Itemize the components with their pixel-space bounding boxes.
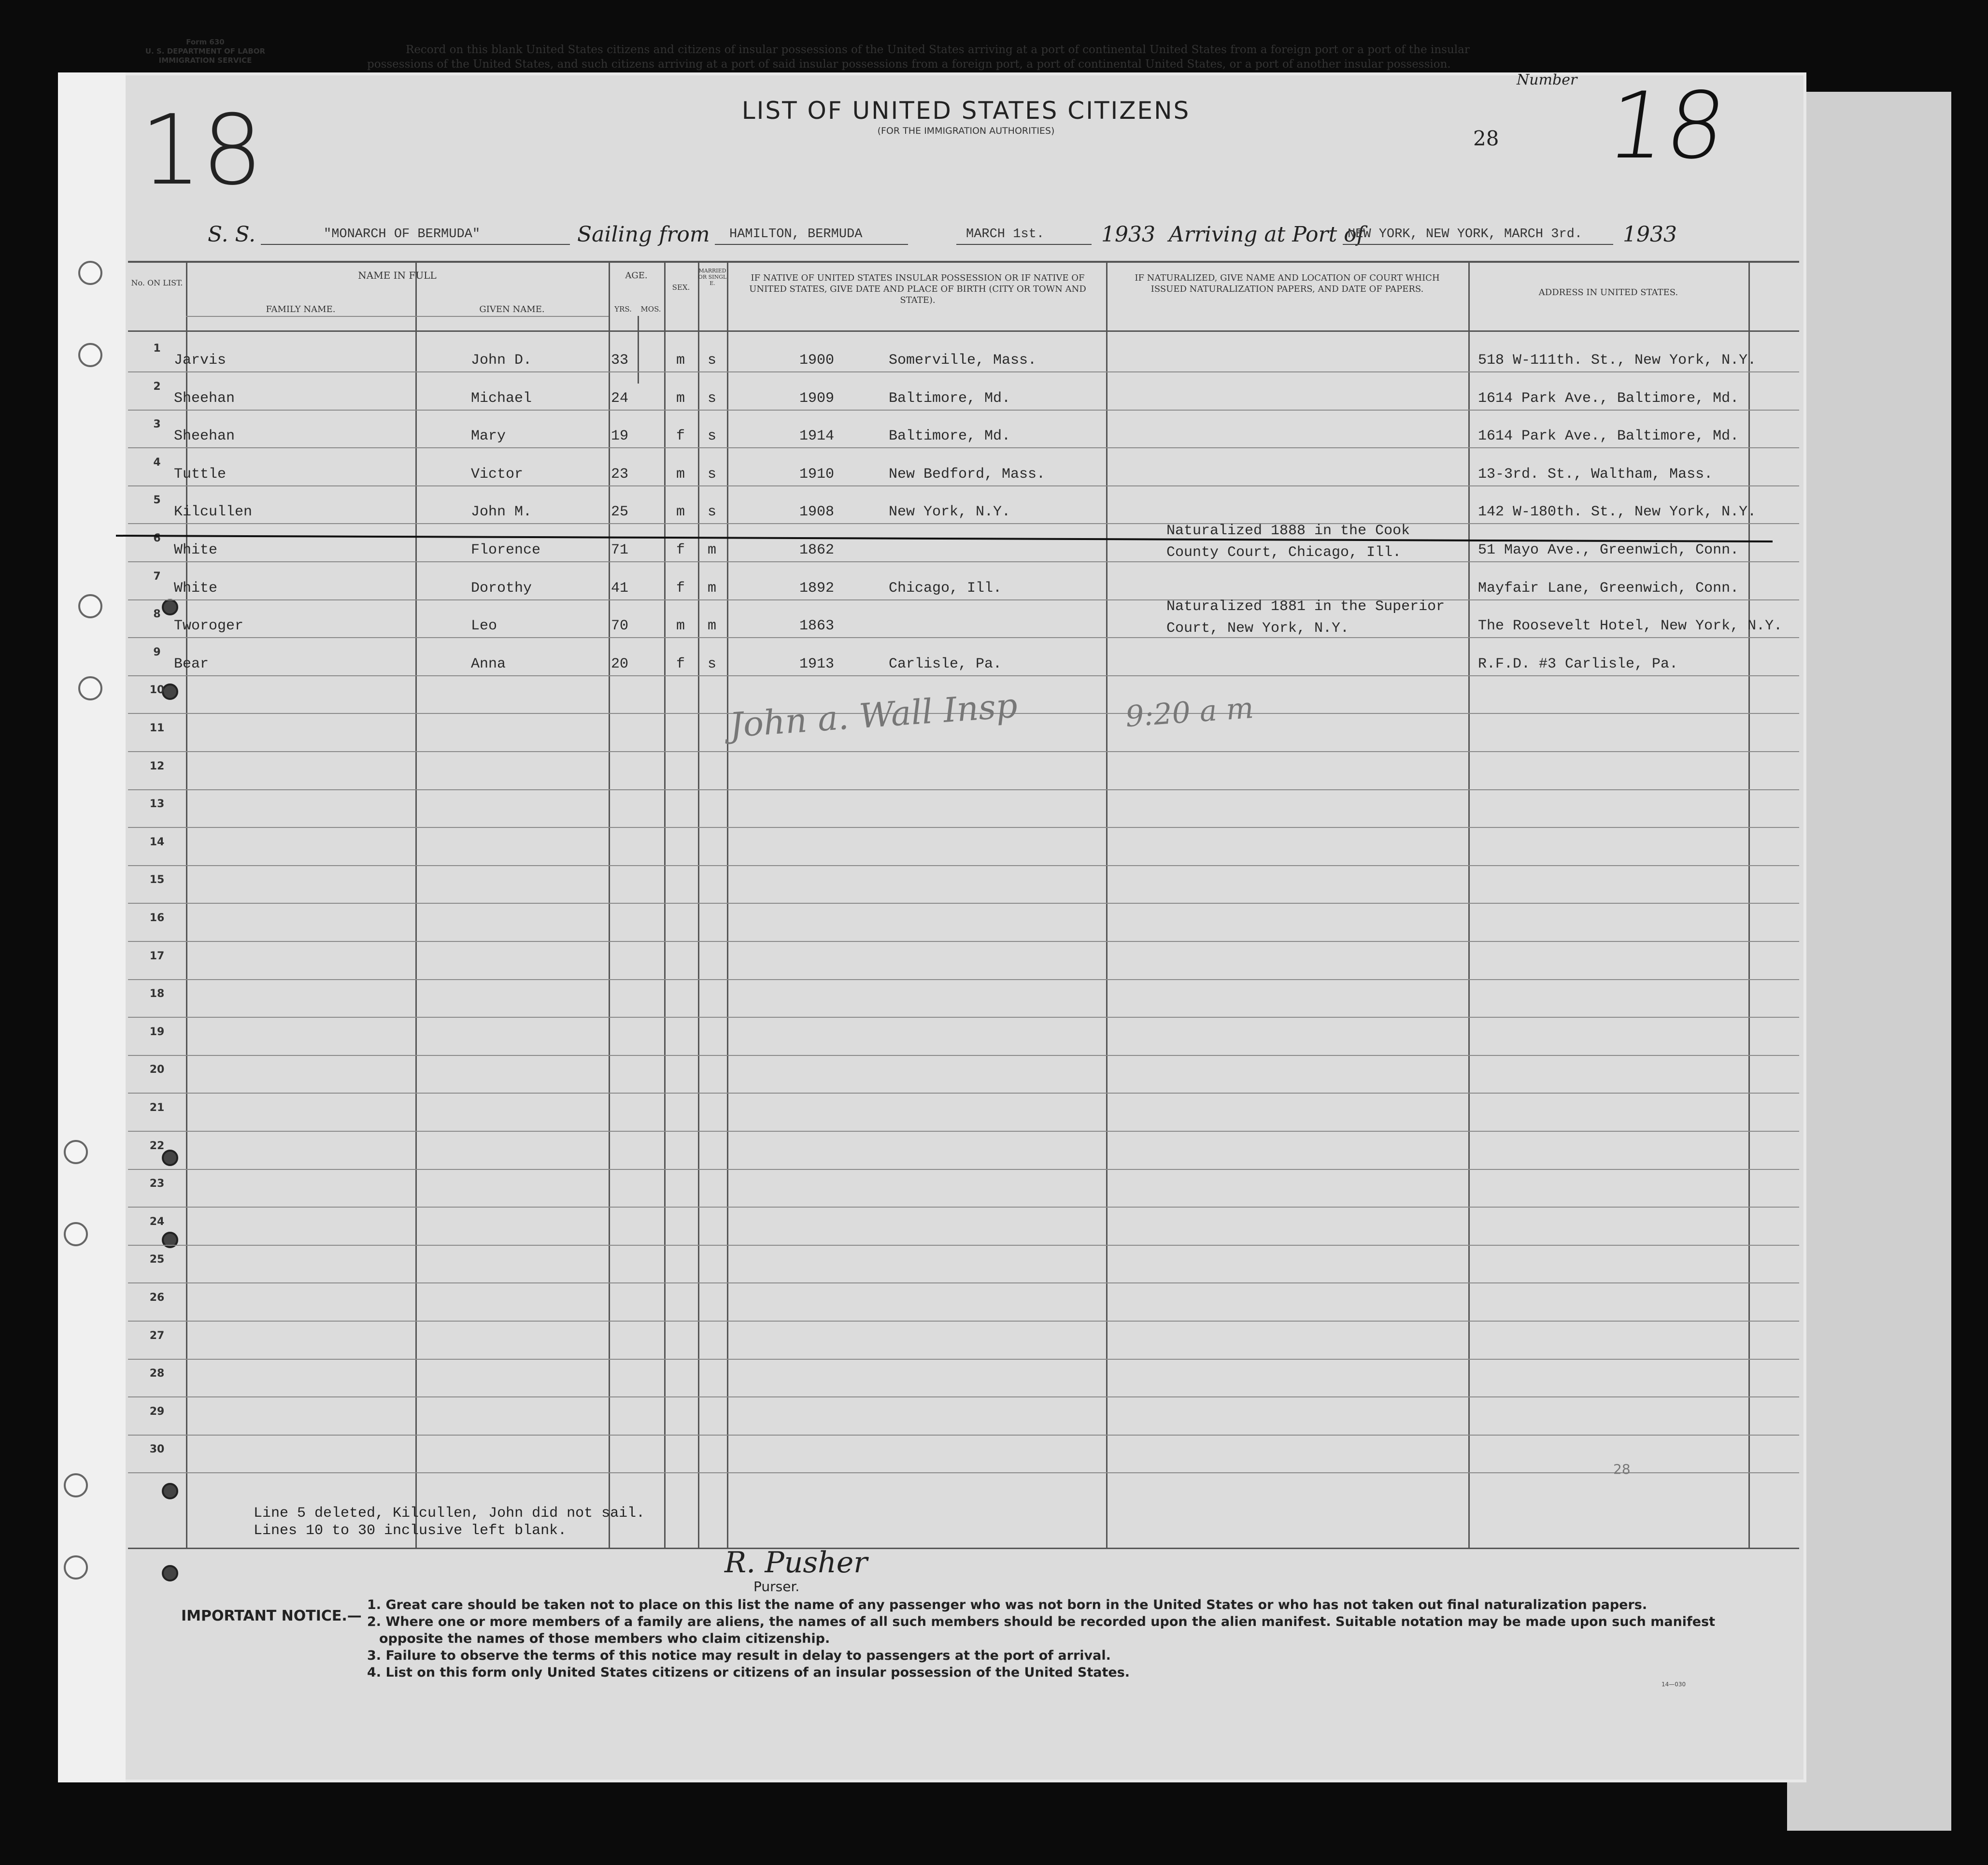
- family-name-cell: White: [174, 580, 218, 597]
- sex-cell: m: [676, 618, 685, 635]
- form-instruction: Record on this blank United States citizens and citizens of insular possessions of the United States arriving at a port of continental United States from a foreign port or a port of the insular possessions of the United States, and such citizens arriving at a port of said insular possessions from a foreign port, a port of continental United States, or a port of another insular possession.: [367, 43, 1470, 71]
- sex-cell: f: [676, 580, 685, 597]
- sailing-from-label: Sailing from: [577, 222, 710, 247]
- table-row: [128, 941, 1799, 942]
- row-number: 7: [153, 570, 161, 583]
- row-number: 27: [149, 1329, 165, 1342]
- given-name-cell: Leo: [471, 618, 497, 635]
- marital-status-cell: s: [708, 428, 717, 445]
- col-family-name: FAMILY NAME.: [266, 304, 336, 314]
- row-number: 15: [149, 874, 165, 886]
- backing-sheet: [1787, 92, 1951, 1831]
- list-number: 18: [1601, 72, 1733, 179]
- table-row: [128, 1017, 1799, 1018]
- age-cell: 71: [611, 542, 629, 558]
- arriving-label: Arriving at Port of: [1169, 222, 1365, 247]
- row-number: 29: [149, 1405, 165, 1418]
- col-name-in-full: NAME IN FULL: [358, 270, 437, 281]
- naturalization-cell: Court, New York, N.Y.: [1166, 620, 1349, 637]
- given-name-cell: Anna: [471, 655, 506, 672]
- table-row: [128, 1131, 1799, 1132]
- number-label: Number: [1517, 71, 1577, 88]
- punch-hole-icon: [78, 261, 102, 285]
- sailing-date: MARCH 1st.: [966, 227, 1045, 242]
- birth-year-cell: 1909: [799, 390, 835, 407]
- birth-year-cell: 1908: [799, 504, 835, 521]
- punch-hole-icon: [78, 594, 102, 618]
- address-cell: 1614 Park Ave., Baltimore, Md.: [1478, 390, 1739, 407]
- notice-item: 2. Where one or more members of a family are aliens, the names of all such members should be recorded upon the alien manifest. Suitable notation may be made upon such manifest opposite the names of those members who claim citizenship.: [367, 1614, 1716, 1646]
- table-row: [128, 1396, 1799, 1397]
- punch-hole-icon: [64, 1140, 88, 1164]
- sex-cell: f: [676, 655, 685, 672]
- row-number: 12: [149, 760, 165, 772]
- notice-heading: IMPORTANT NOTICE.—: [181, 1608, 362, 1624]
- age-cell: 23: [611, 466, 629, 483]
- col-birth: IF NATIVE OF UNITED STATES INSULAR POSSESSION OR IF NATIVE OF UNITED STATES, GIVE DATE AND PLACE OF BIRTH (CITY OR TOWN AND STATE).: [749, 273, 1086, 305]
- form-identification: [121, 38, 290, 65]
- row-number: 2: [153, 380, 161, 393]
- corner-mark: 28: [1613, 1461, 1631, 1477]
- footnote-line: Lines 10 to 30 inclusive left blank.: [254, 1523, 567, 1539]
- birth-year-cell: 1900: [799, 352, 835, 369]
- table-row: [128, 827, 1799, 828]
- purser-label: Purser.: [753, 1579, 800, 1595]
- row-number: 6: [153, 532, 161, 544]
- address-cell: 51 Mayo Ave., Greenwich, Conn.: [1478, 542, 1739, 558]
- ss-label: S. S.: [208, 222, 256, 247]
- birth-year-cell: 1863: [799, 618, 835, 635]
- address-cell: 1614 Park Ave., Baltimore, Md.: [1478, 428, 1739, 445]
- address-cell: R.F.D. #3 Carlisle, Pa.: [1478, 655, 1678, 672]
- naturalization-cell: Naturalized 1888 in the Cook: [1166, 523, 1410, 539]
- row-number: 22: [149, 1139, 165, 1152]
- marital-status-cell: s: [708, 655, 717, 672]
- table-row: [128, 903, 1799, 904]
- table-row: [128, 1245, 1799, 1246]
- naturalization-cell: Naturalized 1881 in the Superior: [1166, 598, 1445, 615]
- punch-hole-icon: [64, 1222, 88, 1246]
- address-cell: 518 W-111th. St., New York, N.Y.: [1478, 352, 1757, 369]
- given-name-cell: Michael: [471, 390, 532, 407]
- table-row: [128, 447, 1799, 448]
- row-number: 30: [149, 1443, 165, 1456]
- col-naturalized: IF NATURALIZED, GIVE NAME AND LOCATION OF COURT WHICH ISSUED NATURALIZATION PAPERS, AND DATE OF PAPERS.: [1135, 273, 1440, 294]
- notice-item: 3. Failure to observe the terms of this notice may result in delay to passengers at the port of arrival.: [367, 1648, 1111, 1663]
- notice-code: 14—030: [1661, 1681, 1686, 1688]
- birth-year-cell: 1910: [799, 466, 835, 483]
- birth-place-cell: Chicago, Ill.: [889, 580, 1002, 597]
- table-row: [128, 1207, 1799, 1208]
- row-number: 21: [149, 1102, 165, 1114]
- row-number: 1: [153, 342, 161, 355]
- table-row: [128, 599, 1799, 600]
- table-row: [128, 1093, 1799, 1094]
- table-row: [128, 1282, 1799, 1283]
- row-number: 13: [149, 798, 165, 811]
- row-number: 14: [149, 836, 165, 848]
- given-name-cell: John M.: [471, 504, 532, 521]
- row-number: 5: [153, 494, 161, 507]
- row-number: 23: [149, 1178, 165, 1190]
- family-name-cell: Tworoger: [174, 618, 244, 635]
- age-cell: 41: [611, 580, 629, 597]
- footnote-line: Line 5 deleted, Kilcullen, John did not sail.: [254, 1505, 645, 1522]
- form-number: Form 630: [186, 38, 225, 46]
- birth-year-cell: 1862: [799, 542, 835, 558]
- sailing-year: 1933: [1101, 222, 1155, 247]
- voyage-line: [135, 217, 1729, 246]
- punch-hole-icon: [64, 1473, 88, 1497]
- passenger-table: [128, 261, 1799, 1549]
- sex-cell: m: [676, 504, 685, 521]
- table-row: [128, 865, 1799, 866]
- family-name-cell: Jarvis: [174, 352, 227, 369]
- table-row: [128, 637, 1799, 638]
- col-married-single: MARRIED OR SINGLE.: [698, 268, 727, 286]
- table-row: [128, 675, 1799, 676]
- notice-item: 4. List on this form only United States citizens or citizens of an insular possession of the United States.: [367, 1665, 1130, 1680]
- family-name-cell: Kilcullen: [174, 504, 253, 521]
- marital-status-cell: m: [708, 618, 717, 635]
- birth-place-cell: New Bedford, Mass.: [889, 466, 1046, 483]
- family-name-cell: Bear: [174, 655, 209, 672]
- family-name-cell: Tuttle: [174, 466, 227, 483]
- family-name-cell: White: [174, 542, 218, 558]
- table-row: [128, 561, 1799, 562]
- table-row: [128, 523, 1799, 524]
- naturalization-cell: County Court, Chicago, Ill.: [1166, 544, 1402, 561]
- row-number: 26: [149, 1292, 165, 1304]
- table-row: [128, 1359, 1799, 1360]
- given-name-cell: John D.: [471, 352, 532, 369]
- punch-hole-icon: [162, 1565, 178, 1581]
- table-row: [128, 371, 1799, 372]
- table-row: [128, 1169, 1799, 1170]
- punch-hole-icon: [78, 676, 102, 700]
- notice-list: [367, 1596, 1734, 1681]
- marital-status-cell: s: [708, 466, 717, 483]
- col-given-name: GIVEN NAME.: [479, 304, 545, 314]
- table-row: [128, 751, 1799, 752]
- row-number: 25: [149, 1253, 165, 1266]
- row-number: 10: [149, 684, 165, 697]
- table-row: [128, 1472, 1799, 1473]
- row-number: 28: [149, 1367, 165, 1380]
- birth-year-cell: 1913: [799, 655, 835, 672]
- age-cell: 20: [611, 655, 629, 672]
- binding-margin: [58, 72, 126, 1782]
- age-cell: 70: [611, 618, 629, 635]
- page-subtitle: (FOR THE IMMIGRATION AUTHORITIES): [877, 126, 1055, 136]
- row-number: 9: [153, 646, 161, 658]
- sex-cell: m: [676, 390, 685, 407]
- page-title: LIST OF UNITED STATES CITIZENS: [741, 97, 1191, 125]
- table-row: [128, 979, 1799, 980]
- handwritten-mark: 18: [140, 94, 263, 207]
- sailing-port: HAMILTON, BERMUDA: [729, 227, 863, 242]
- address-cell: 142 W-180th. St., New York, N.Y.: [1478, 504, 1757, 521]
- birth-year-cell: 1914: [799, 428, 835, 445]
- age-cell: 25: [611, 504, 629, 521]
- col-no: No. ON LIST.: [131, 278, 183, 287]
- table-row: [128, 1435, 1799, 1436]
- punch-hole-icon: [78, 343, 102, 367]
- row-number: 11: [149, 722, 165, 734]
- department-name: U. S. DEPARTMENT OF LABOR: [145, 47, 266, 56]
- table-row: [128, 1055, 1799, 1056]
- sex-cell: m: [676, 466, 685, 483]
- marital-status-cell: m: [708, 542, 717, 558]
- table-row: [128, 789, 1799, 790]
- age-cell: 19: [611, 428, 629, 445]
- birth-place-cell: Somerville, Mass.: [889, 352, 1037, 369]
- address-cell: Mayfair Lane, Greenwich, Conn.: [1478, 580, 1739, 597]
- birth-year-cell: 1892: [799, 580, 835, 597]
- age-cell: 24: [611, 390, 629, 407]
- col-sex: SEX.: [672, 283, 690, 292]
- sex-cell: m: [676, 352, 685, 369]
- address-cell: The Roosevelt Hotel, New York, N.Y.: [1478, 618, 1783, 635]
- marital-status-cell: m: [708, 580, 717, 597]
- age-cell: 33: [611, 352, 629, 369]
- row-number: 24: [149, 1215, 165, 1228]
- marital-status-cell: s: [708, 504, 717, 521]
- row-number: 18: [149, 988, 165, 1000]
- inspector-signature: John a. Wall Insp: [728, 685, 1019, 745]
- col-mos: MOS.: [640, 305, 661, 313]
- birth-place-cell: New York, N.Y.: [889, 504, 1011, 521]
- row-number: 17: [149, 950, 165, 962]
- punch-hole-icon: [64, 1555, 88, 1580]
- row-number: 19: [149, 1025, 165, 1038]
- arriving-port: NEW YORK, NEW YORK, MARCH 3rd.: [1348, 227, 1583, 242]
- family-name-cell: Sheehan: [174, 428, 235, 445]
- sex-cell: f: [676, 542, 685, 558]
- birth-place-cell: Carlisle, Pa.: [889, 655, 1002, 672]
- sex-cell: f: [676, 428, 685, 445]
- address-cell: 13-3rd. St., Waltham, Mass.: [1478, 466, 1713, 483]
- table-row: [128, 410, 1799, 411]
- birth-place-cell: Baltimore, Md.: [889, 428, 1011, 445]
- arriving-year: 1933: [1623, 222, 1677, 247]
- table-row: [128, 1321, 1799, 1322]
- marital-status-cell: s: [708, 352, 717, 369]
- row-number: 20: [149, 1064, 165, 1076]
- marital-status-cell: s: [708, 390, 717, 407]
- given-name-cell: Mary: [471, 428, 506, 445]
- given-name-cell: Florence: [471, 542, 541, 558]
- birth-place-cell: Baltimore, Md.: [889, 390, 1011, 407]
- footnotes: [254, 1505, 645, 1539]
- purser-signature: R. Pusher: [724, 1546, 867, 1580]
- notice-item: 1. Great care should be taken not to place on this list the name of any passenger who was not born in the United States or who has not taken out final naturalization papers.: [367, 1597, 1647, 1612]
- family-name-cell: Sheehan: [174, 390, 235, 407]
- col-address: ADDRESS IN UNITED STATES.: [1538, 287, 1678, 298]
- col-yrs: YRS.: [614, 305, 632, 313]
- given-name-cell: Dorothy: [471, 580, 532, 597]
- given-name-cell: Victor: [471, 466, 524, 483]
- row-number: 4: [153, 456, 161, 469]
- inspection-time: 9:20 a m: [1124, 691, 1255, 734]
- row-number: 16: [149, 912, 165, 924]
- row-number: 8: [153, 608, 161, 621]
- row-number: 3: [153, 418, 161, 431]
- col-age: AGE.: [625, 270, 648, 281]
- page-number: 28: [1473, 127, 1499, 150]
- table-row: [128, 485, 1799, 486]
- service-name: IMMIGRATION SERVICE: [158, 56, 252, 65]
- ship-name: "MONARCH OF BERMUDA": [324, 227, 481, 242]
